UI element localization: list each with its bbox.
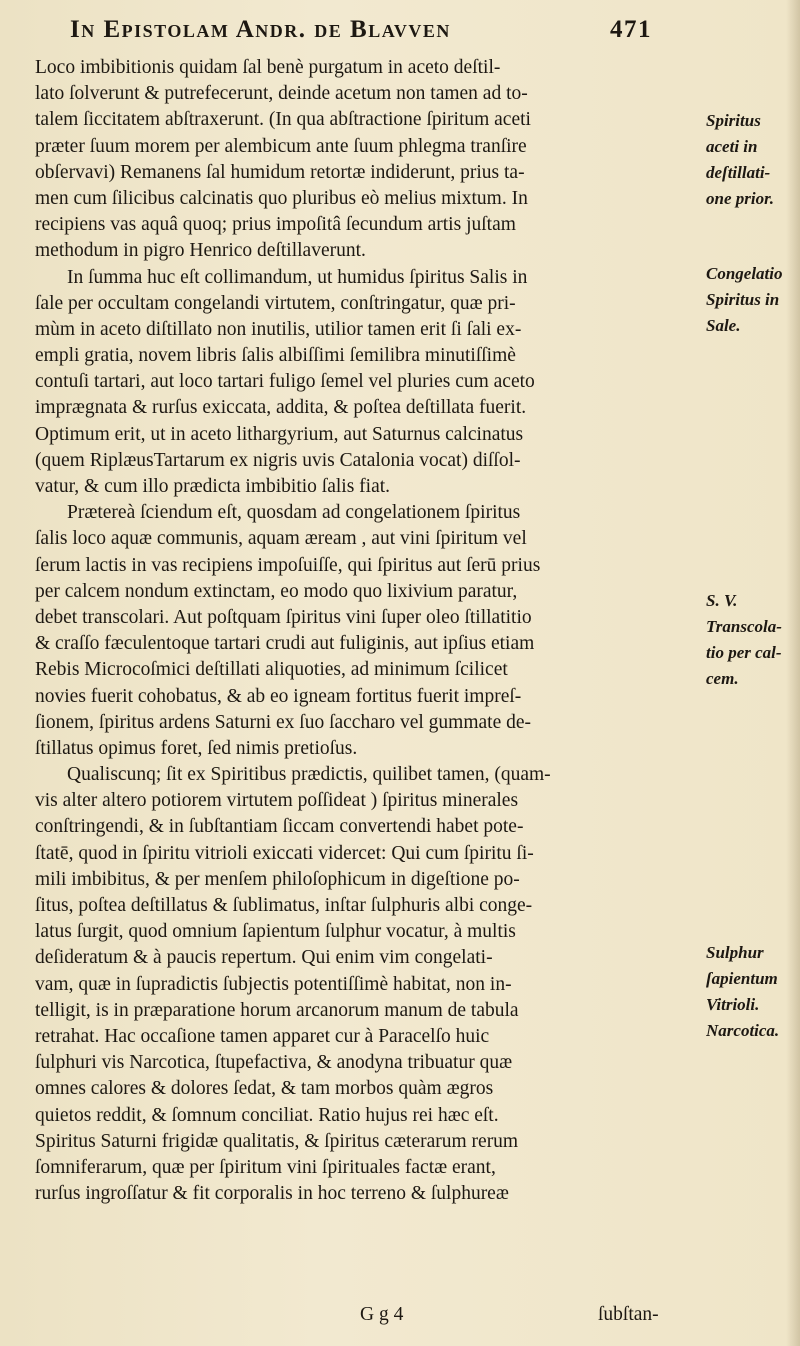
text-line: novies fuerit cohobatus, & ab eo igneam fortitus fuerit impreſ-: [35, 685, 522, 707]
text-line: vis alter altero potiorem virtutem poſſideat ) ſpiritus minerales: [35, 790, 519, 812]
text-line: men cum ſilicibus calcinatis quo pluribus eò melius mixtum. In: [35, 187, 528, 209]
text-line: ſtillatus opimus foret, ſed nimis pretioſus.: [35, 737, 358, 759]
text-line: Prætereà ſciendum eſt, quosdam ad congelationem ſpiritus: [67, 502, 521, 524]
text-line: telligit, is in præparatione horum arcanorum manum de tabula: [35, 999, 519, 1021]
text-line: ſtatē, quod in ſpiritu vitrioli exiccati vidercet: Qui cum ſpiritu ſi-: [35, 842, 534, 864]
text-line: quietos reddit, & ſomnum conciliat. Ratio hujus rei hæc eſt.: [35, 1104, 499, 1126]
margin-note: aceti in: [706, 137, 758, 156]
text-line: ſitus, poſtea deſtillatus & ſublimatus, inſtar ſulphuris albi conge-: [35, 895, 533, 916]
text-line: Rebis Microcoſmici deſtillati aliquoties, ad minimum ſcilicet: [35, 659, 508, 681]
text-line: ſulphuri vis Narcotica, ſtupefactiva, & anodyna tribuatur quæ: [35, 1052, 513, 1074]
signature-mark: G g 4: [360, 1304, 404, 1325]
margin-note: Sale.: [706, 316, 741, 335]
margin-note: one prior.: [706, 189, 775, 208]
text-line: Spiritus Saturni frigidæ qualitatis, & ſpiritus cæterarum rerum: [35, 1130, 519, 1152]
text-line: talem ſiccitatem abſtraxerunt. (In qua abſtractione ſpiritum aceti: [35, 109, 531, 131]
margin-note: Transcola-: [706, 617, 782, 636]
text-line: mùm in aceto diſtillato non inutilis, utilior tamen erit ſi ſali ex-: [35, 318, 522, 340]
margin-note: Spiritus: [706, 111, 761, 130]
margin-note: deſtillati-: [706, 163, 771, 182]
margin-note: Sulphur: [706, 943, 764, 962]
text-line: empli gratia, novem libris ſalis albiſſimi ſemilibra minutiſſimè: [35, 345, 516, 367]
text-line: latus ſurgit, quod omnium ſapientum ſulphur vocatur, à multis: [35, 921, 516, 943]
text-line: Loco imbibitionis quidam ſal benè purgatum in aceto deſtil-: [35, 57, 501, 78]
text-line: omnes calores & dolores ſedat, & tam morbos quàm ægros: [35, 1078, 494, 1100]
text-line: præter ſuum morem per alembicum ante ſuum phlegma tranſire: [35, 135, 527, 157]
text-line: Qualiscunq; ſit ex Spiritibus prædictis, quilibet tamen, (quam-: [67, 764, 551, 786]
page-number: 471: [610, 16, 652, 43]
text-line: ſale per occultam congelandi virtutem, conſtringatur, quæ pri-: [35, 292, 516, 314]
running-header: [70, 16, 652, 44]
page-footer: [0, 1300, 800, 1330]
text-line: contuſi tartari, aut loco tartari fuligo ſemel vel pluries cum aceto: [35, 371, 535, 393]
text-line: recipiens vas aquâ quoq; prius impoſitâ ſecundum artis juſtam: [35, 214, 516, 236]
margin-note: tio per cal-: [706, 643, 782, 662]
margin-note: Narcotica.: [706, 1021, 780, 1040]
text-line: vam, quæ in ſupradictis ſubjectis potentiſſimè habitat, non in-: [35, 973, 512, 995]
text-line: rurſus ingroſſatur & fit corporalis in hoc terreno & ſulphureæ: [35, 1183, 509, 1205]
catchword: ſubſtan-: [598, 1304, 659, 1325]
margin-note: ſapientum: [706, 969, 778, 988]
text-line: imprægnata & rurſus exiccata, addita, & poſtea deſtillata fuerit.: [35, 397, 527, 419]
text-line: vatur, & cum illo prædicta imbibitio ſalis fiat.: [35, 476, 391, 497]
running-title: In Epistolam Andr. de Blavven: [70, 16, 451, 43]
text-line: In ſumma huc eſt collimandum, ut humidus ſpiritus Salis in: [67, 266, 528, 288]
text-line: debet transcolari. Aut poſtquam ſpiritus vini ſuper oleo ſtillatitio: [35, 606, 532, 628]
margin-note: S. V.: [706, 591, 738, 610]
text-line: Optimum erit, ut in aceto lithargyrium, aut Saturnus calcinatus: [35, 423, 524, 445]
text-line: mili imbibitus, & per menſem philoſophicum in digeſtione po-: [35, 868, 520, 890]
text-line: conſtringendi, & in ſubſtantiam ſiccam convertendi habet pote-: [35, 816, 524, 838]
margin-note: Spiritus in: [706, 290, 780, 309]
text-line: deſideratum & à paucis repertum. Qui enim vim congelati-: [35, 947, 493, 969]
text-line: ſionem, ſpiritus ardens Saturni ex ſuo ſaccharo vel gummate de-: [35, 711, 532, 733]
margin-note: Vitrioli.: [706, 995, 760, 1014]
text-line: lato ſolverunt & putrefecerunt, deinde acetum non tamen ad to-: [35, 83, 528, 105]
margin-note: cem.: [706, 669, 739, 688]
text-line: ſomniferarum, quæ per ſpiritum vini ſpirituales factæ erant,: [35, 1156, 496, 1178]
text-line: ſalis loco aquæ communis, aquam æream , aut vini ſpiritum vel: [35, 528, 527, 550]
text-line: (quem RiplæusTartarum ex nigris uvis Catalonia vocat) diſſol-: [35, 449, 521, 471]
text-line: & craſſo fæculentoque tartari crudi aut fuliginis, aut ipſius etiam: [35, 633, 535, 655]
main-text: [35, 55, 707, 1207]
text-line: methodum in pigro Henrico deſtillaverunt.: [35, 240, 366, 262]
margin-note: Congelatio: [706, 264, 783, 283]
text-line: ſerum lactis in vas recipiens impoſuiſſe, qui ſpiritus aut ſerū prius: [35, 554, 541, 576]
text-line: retrahat. Hac occaſione tamen apparet cur à Paracelſo huic: [35, 1025, 490, 1047]
text-line: obſervavi) Remanens ſal humidum retortæ indiderunt, prius ta-: [35, 161, 525, 183]
text-line: per calcem nondum extinctam, eo modo quo lixivium paratur,: [35, 580, 518, 602]
